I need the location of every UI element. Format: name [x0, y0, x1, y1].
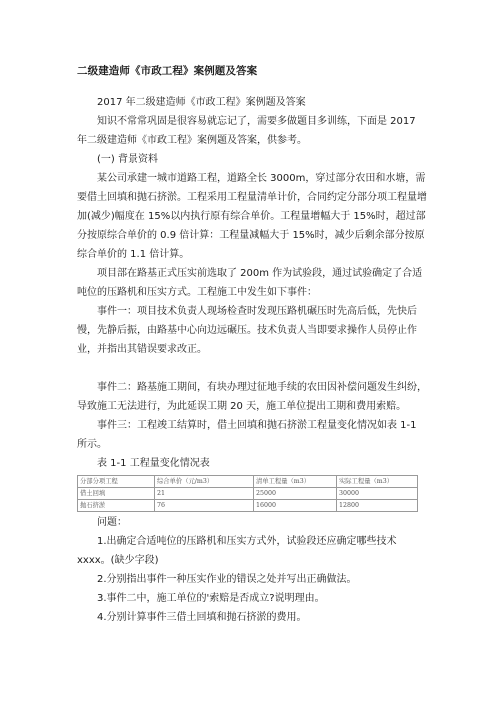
- table-cell: 12800: [337, 500, 418, 512]
- question-4: 4.分别计算事件三借土回填和抛石挤淤的费用。: [97, 612, 307, 623]
- table-cell: 借土回填: [78, 488, 155, 500]
- question-2: 2.分别指出事件一种压实作业的错误之处并写出正确做法。: [97, 574, 357, 585]
- questions-heading: 问题：: [97, 517, 127, 528]
- background-paragraph-2: 项目部在路基正式压实前选取了 200m 作为试验段，通过试验确定了合适吨位的压路机和压实方式。工程施工中发生如下事件：: [77, 268, 423, 298]
- subtitle-line: 2017 年二级建造师《市政工程》案例题及答案: [97, 97, 306, 108]
- section-heading: (一) 背景资料: [97, 154, 158, 165]
- document-title: 二级建造师《市政工程》案例题及答案: [77, 65, 258, 77]
- question-3: 3.事件二中，施工单位的'索赔是否成立?说明理由。: [97, 593, 325, 604]
- quantity-change-table: [77, 475, 418, 512]
- table-cell: 21: [155, 488, 254, 500]
- table-cell: 30000: [337, 488, 418, 500]
- event-3-paragraph: 事件三：工程竣工结算时，借土回填和抛石挤淤工程量变化情况如表 1-1 所示。: [77, 420, 417, 450]
- table-cell: 25000: [254, 488, 337, 500]
- table-header-cell: 综合单价（元/m3）: [155, 476, 254, 488]
- table-header-cell: 分部分项工程: [78, 476, 155, 488]
- background-paragraph-1: 某公司承建一城市道路工程，道路全长 3000m，穿过部分农田和水塘，需要借土回填和抛石挤淤。工程采用工程量清单计价，合同约定分部分项工程量增加(减少)幅度在 15%以内执行原有综合单价。工程量增幅大于 15%时，超过部分按原综合单价的 0.9 倍计算：工程量减幅大于 15%时，减少后剩余部分按原综合单价的 1.1 倍计算。: [77, 173, 427, 260]
- table-header-cell: 清单工程量（m3）: [254, 476, 337, 488]
- table-row: [78, 488, 418, 500]
- table-row: [78, 500, 418, 512]
- table-header-cell: 实际工程量（m3）: [337, 476, 418, 488]
- table-cell: 76: [155, 500, 254, 512]
- table-cell: 16000: [254, 500, 337, 512]
- event-1-paragraph: 事件一：项目技术负责人现场检查时发现压路机碾压时先高后低，先快后慢，先静后振，由路基中心向边远碾压。技术负责人当即要求操作人员停止作业，并指出其错误要求改正。: [77, 306, 417, 355]
- intro-paragraph: 知识不常常巩固是很容易就忘记了，需要多做题目多训练，下面是 2017 年二级建造师《市政工程》案例题及答案，供参考。: [77, 116, 416, 146]
- question-1: 1.出确定合适吨位的压路机和压实方式外，试验段还应确定哪些技术 xxxx。(缺少字段): [77, 536, 397, 566]
- table-caption: 表 1-1 工程量变化情况表: [97, 458, 210, 469]
- table-header-row: [78, 476, 418, 488]
- table-cell: 抛石挤淤: [78, 500, 155, 512]
- event-2-paragraph: 事件二：路基施工期间，有块办理过征地手续的农田因补偿问题发生纠纷，导致施工无法进行，为此延误工期 20 天，施工单位提出工期和费用索赔。: [77, 382, 427, 412]
